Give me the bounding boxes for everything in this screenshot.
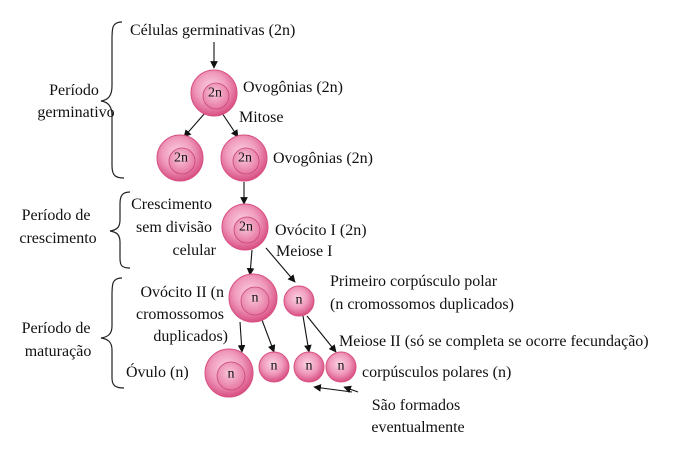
cell-ovogonia-left xyxy=(157,135,203,181)
arrow-mitose-left xyxy=(184,113,205,137)
arrow-mitose-right xyxy=(222,113,238,137)
ovogonias-mid-label: Ovogônias (2n) xyxy=(273,150,373,167)
arrow-ovocito-ii-to-ovulo xyxy=(240,322,242,352)
cell-ovogonia-top xyxy=(191,70,237,116)
phase-crescimento-label: Período de crescimento xyxy=(19,207,97,247)
ovogonias-top-label: Ovogônias (2n) xyxy=(243,79,343,96)
svg-text:n: n xyxy=(227,366,235,382)
cell-corpusculo-polar-b xyxy=(294,352,324,382)
arrow-polar-to-b xyxy=(303,316,309,352)
meiose-i-label: Meiose I xyxy=(276,243,333,260)
svg-text:2n: 2n xyxy=(208,85,222,101)
cell-corpusculo-polar-a xyxy=(259,352,289,382)
cell-ovocito-i xyxy=(222,204,268,250)
arrow-ovocito-ii-to-polar-a xyxy=(262,320,274,352)
svg-text:n: n xyxy=(295,292,303,308)
phase-maturacao-label: Período de maturação xyxy=(21,320,92,360)
svg-text:2n: 2n xyxy=(238,150,252,166)
mitose-label: Mitose xyxy=(239,109,284,126)
arrow-ovocito-i-to-ovocito-ii xyxy=(250,250,252,275)
cell-ovocito-ii xyxy=(229,274,277,322)
svg-text:n: n xyxy=(337,358,345,374)
svg-text:n: n xyxy=(251,290,259,306)
svg-text:n: n xyxy=(270,358,278,374)
brace-maturacao xyxy=(101,278,124,388)
crescimento-label: Crescimento sem divisão celular xyxy=(131,196,216,259)
brace-germinativo xyxy=(101,22,124,178)
cell-primeiro-corpusculo-polar xyxy=(284,286,314,316)
phase-germinativo-label: Período germinativo xyxy=(37,82,115,121)
cell-ovulo xyxy=(205,349,253,397)
svg-text:2n: 2n xyxy=(239,219,253,235)
meiose-ii-label: Meiose II (só se completa se ocorre fecundação) xyxy=(339,333,649,350)
sao-formados-label: São formados eventualmente xyxy=(371,397,465,436)
celulas-germinativas-label: Células germinativas (2n) xyxy=(130,22,296,39)
svg-text:n: n xyxy=(305,358,313,374)
ovulo-label: Óvulo (n) xyxy=(126,364,189,381)
arrow-polar-to-c xyxy=(307,316,336,352)
cell-ovogonia-right xyxy=(221,135,267,181)
corpusculos-polares-label: corpúsculos polares (n) xyxy=(362,364,512,381)
svg-text:2n: 2n xyxy=(174,150,188,166)
cell-corpusculo-polar-c xyxy=(326,352,356,382)
ovocito-ii-label: Ovócito II (n cromossomos duplicados) xyxy=(136,284,228,345)
primeiro-corpusculo-label: Primeiro corpúsculo polar (n cromossomos duplicados) xyxy=(330,273,514,313)
ovocito-i-label: Ovócito I (2n) xyxy=(275,222,367,239)
brace-crescimento xyxy=(110,192,130,268)
